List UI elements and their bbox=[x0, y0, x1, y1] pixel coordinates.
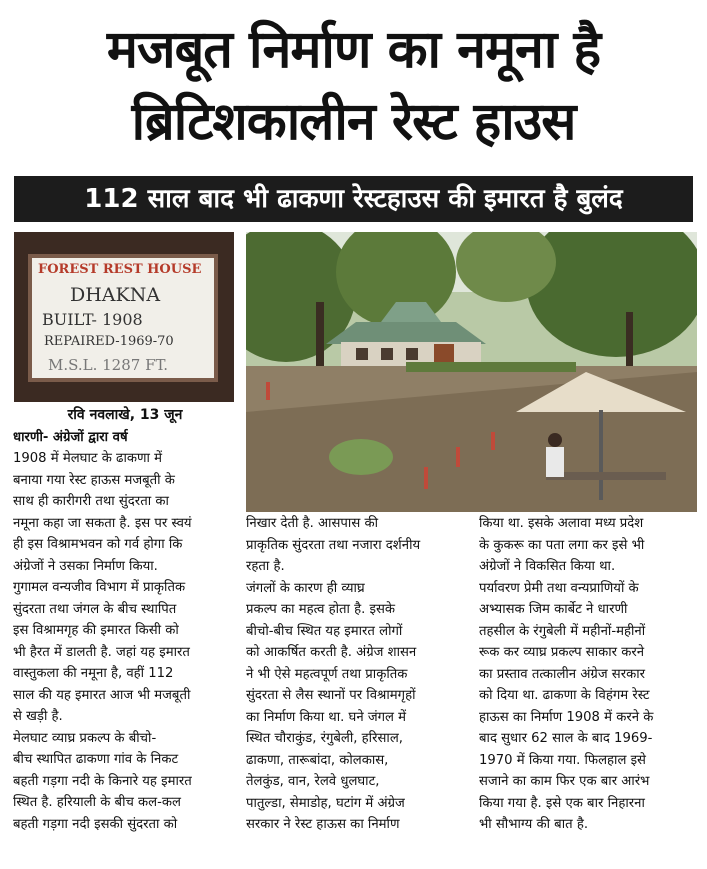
col2-line: तेलकुंड, वान, रेलवे धुलघाट, bbox=[246, 774, 380, 789]
col3-line: रूक कर व्याघ्र प्रकल्प साकार करने bbox=[479, 645, 645, 660]
sign-repaired: REPAIRED-1969-70 bbox=[44, 334, 174, 349]
col1-line: से खड़ी है. bbox=[13, 709, 63, 724]
article-column-3 bbox=[479, 513, 695, 836]
col1-line: वास्तुकला की नमूना है, वहीं 112 bbox=[13, 666, 174, 681]
col1-line: गुगामल वन्यजीव विभाग में प्राकृतिक bbox=[13, 580, 186, 595]
col2-line: रहता है. bbox=[246, 559, 285, 574]
headline-line-2: ब्रिटिशकालीन रेस्ट हाउस bbox=[131, 92, 576, 152]
rest-house-sign-photo bbox=[14, 232, 234, 402]
col2-line: बीचो-बीच स्थित यह इमारत लोगों bbox=[246, 623, 403, 639]
article-column-1 bbox=[13, 405, 237, 835]
col2-line: सरकार ने रेस्ट हाऊस का निर्माण bbox=[246, 817, 400, 832]
col3-line: का प्रस्ताव तत्कालीन अंग्रेज सरकार bbox=[479, 666, 646, 682]
col1-line: भी हैरत में डालती है. जहां यह इमारत bbox=[13, 644, 190, 660]
sign-name: DHAKNA bbox=[70, 284, 161, 306]
col2-line: निखार देती है. आसपास की bbox=[246, 516, 378, 531]
col3-line: 1970 में किया गया. फिलहाल इसे bbox=[479, 752, 646, 768]
article-column-2 bbox=[246, 513, 471, 836]
col3-line: अंग्रेजों ने विकसित किया था. bbox=[479, 559, 616, 574]
col1-line: सुंदरता तथा जंगल के बीच स्थापित bbox=[13, 601, 177, 617]
col1-line: स्थित है. हरियाली के बीच कल-कल bbox=[13, 795, 181, 810]
col1-line: अंग्रेजों ने उसका निर्माण किया. bbox=[13, 558, 158, 574]
col3-line: किया गया है. इसे एक बार निहारना bbox=[479, 795, 645, 811]
sign-board bbox=[28, 254, 218, 382]
col1-line: बहती गड़गा नदी के किनारे यह इमारत bbox=[13, 773, 192, 789]
col1-line: बीच स्थापित ढाकणा गांव के निकट bbox=[13, 752, 179, 767]
col2-line: स्थित चौराकुंड, रंगुबेली, हरिसाल, bbox=[246, 731, 403, 746]
col1-line: साल की यह इमारत आज भी मजबूती bbox=[13, 687, 191, 703]
col2-line: का निर्माण किया था. घने जंगल में bbox=[246, 709, 407, 725]
col2-line: ढाकणा, तारूबांदा, कोलकास, bbox=[246, 752, 389, 768]
col1-line: बनाया गया रेस्ट हाऊस मजबूती के bbox=[13, 472, 175, 488]
col3-line: पर्यावरण प्रेमी तथा वन्यप्राणियों के bbox=[479, 580, 639, 596]
col1-line: साथ ही कारीगरी तथा सुंदरता का bbox=[13, 494, 169, 509]
sign-title: FOREST REST HOUSE bbox=[38, 262, 202, 277]
col2-line: जंगलों के कारण ही व्याघ्र bbox=[246, 580, 365, 596]
col2-line: प्राकृतिक सुंदरता तथा नजारा दर्शनीय bbox=[246, 537, 421, 553]
col2-line: सुंदरता से लैस स्थानों पर विश्रामगृहों bbox=[246, 688, 416, 703]
sign-altitude: M.S.L. 1287 FT. bbox=[48, 356, 169, 374]
col1-line: बहती गड़गा नदी इसकी सुंदरता को bbox=[13, 816, 178, 832]
col2-line: को आकर्षित करती है. अंग्रेज शासन bbox=[246, 645, 417, 660]
rest-house-photo bbox=[246, 232, 697, 512]
col3-line: के कुकरू का पता लगा कर इसे भी bbox=[479, 537, 645, 553]
col3-line: बाद सुधार 62 साल के बाद 1969- bbox=[479, 731, 653, 746]
subheadline: 112 साल बाद भी ढाकणा रेस्टहाउस की इमारत है बुलंद bbox=[14, 176, 693, 222]
sign-built: BUILT- 1908 bbox=[42, 310, 143, 329]
col3-line: भी सौभाग्य की बात है. bbox=[479, 817, 589, 832]
col3-line: अभ्यासक जिम कार्बेट ने धारणी bbox=[479, 602, 628, 617]
col1-line: ही इस विश्रामभवन को गर्व होगा कि bbox=[13, 537, 183, 552]
col3-line: को दिया था. ढाकणा के विहंगम रेस्ट bbox=[479, 688, 650, 703]
col1-line: 1908 में मेलघाट के ढाकणा में bbox=[13, 451, 163, 466]
byline: रवि नवलाखे, 13 जून bbox=[67, 407, 183, 423]
col3-line: हाऊस का निर्माण 1908 में करने के bbox=[479, 709, 654, 725]
col1-line: इस विश्रामगृह की इमारत किसी को bbox=[13, 623, 179, 638]
col3-line: किया था. इसके अलावा मध्य प्रदेश bbox=[479, 516, 644, 531]
rest-house-photo-illustration bbox=[246, 232, 697, 512]
col1-line: नमूना कहा जा सकता है. इस पर स्वयं bbox=[13, 515, 192, 531]
headline-line-1: मजबूत निर्माण का नमूना है bbox=[106, 20, 601, 80]
col3-line: तहसील के रंगुबेली में महीनों-महीनों bbox=[479, 623, 646, 639]
col2-line: पातुल्डा, सेमाडोह, घटांग में अंग्रेज bbox=[246, 795, 405, 811]
col1-line: मेलघाट व्याघ्र प्रकल्प के बीचो- bbox=[13, 730, 157, 746]
col2-line: प्रकल्प का महत्व होता है. इसके bbox=[246, 602, 396, 617]
col3-line: सजाने का काम फिर एक बार आरंभ bbox=[479, 774, 650, 789]
col1-line: धारणी- अंग्रेजों द्वारा वर्ष bbox=[13, 429, 128, 445]
col2-line: ने भी ऐसे महत्वपूर्ण तथा प्राकृतिक bbox=[246, 666, 408, 682]
